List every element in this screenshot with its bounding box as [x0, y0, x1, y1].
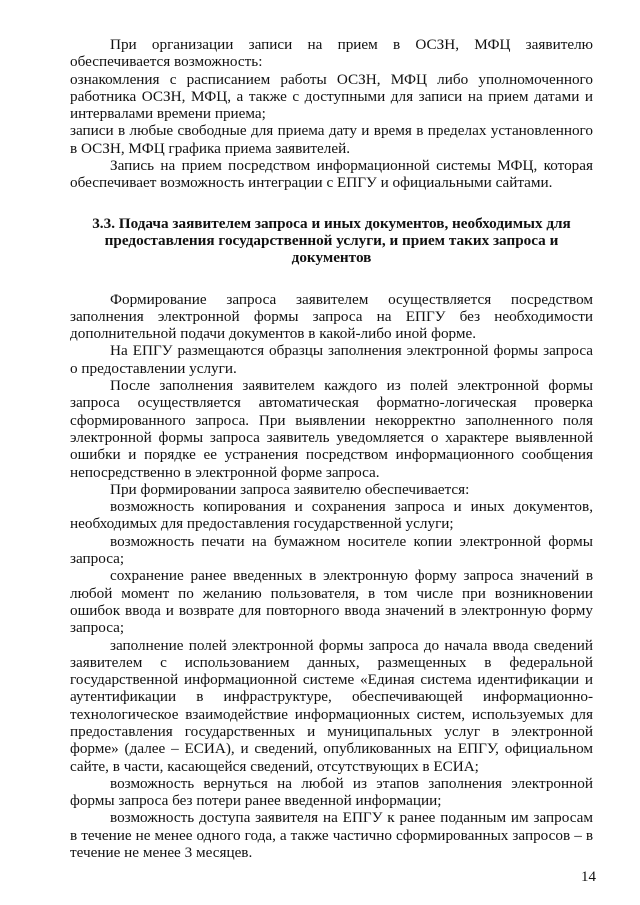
paragraph: заполнение полей электронной формы запроса до начала ввода сведений заявителем с использованием данных, размещенных в федеральной государственной информационной системе «Единая система идентификации и аутентификации в инфраструктуре, обеспечивающей информационно-технологическое взаимодействие информационных систем, используемых для предоставления государственных и муниципальных услуг в электронной форме» (далее – ЕСИА), и сведений, опубликованных на ЕПГУ, официальном сайте, в части, касающейся сведений, отсутствующих в ЕСИА;	[70, 636, 593, 775]
paragraph: возможность вернуться на любой из этапов заполнения электронной формы запроса без потери ранее введенной информации;	[70, 774, 593, 810]
paragraph: После заполнения заявителем каждого из полей электронной формы запроса осуществляется автоматическая форматно-логическая проверка сформированного запроса. При выявлении некорректно заполненного поля электронной формы запроса заявитель уведомляется о характере выявленной ошибки и порядке ее устранения посредством информационного сообщения непосредственно в электронной форме запроса.	[70, 377, 593, 481]
page-number: 14	[581, 869, 596, 885]
paragraph: ознакомления с расписанием работы ОСЗН, МФЦ либо уполномоченного работника ОСЗН, МФЦ, а также с доступными для записи на прием датами и интервалами времени приема;	[70, 70, 593, 123]
paragraph: На ЕПГУ размещаются образцы заполнения электронной формы запроса о предоставлении услуги.	[70, 342, 593, 377]
paragraph: При формировании запроса заявителю обеспечивается:	[110, 480, 470, 498]
paragraph: записи в любые свободные для приема дату и время в пределах установленного в ОСЗН, МФЦ графика приема заявителей.	[70, 122, 593, 157]
paragraph: Запись на прием посредством информационной системы МФЦ, которая обеспечивает возможность интеграции с ЕПГУ и официальными сайтами.	[70, 157, 593, 192]
paragraph: При организации записи на прием в ОСЗН, МФЦ заявителю обеспечивается возможность:	[70, 36, 593, 71]
paragraph: возможность копирования и сохранения запроса и иных документов, необходимых для предоставления государственной услуги;	[70, 498, 593, 533]
paragraph: возможность печати на бумажном носителе копии электронной формы запроса;	[70, 532, 593, 568]
paragraph: возможность доступа заявителя на ЕПГУ к ранее поданным им запросам в течение не менее одного года, а также частично сформированных запросов – в течение не менее 3 месяцев.	[70, 809, 593, 862]
document-page	[70, 36, 593, 861]
section-heading: 3.3. Подача заявителем запроса и иных документов, необходимых для предоставления государственной услуги, и прием таких запроса и документов	[92, 214, 571, 267]
paragraph: сохранение ранее введенных в электронную форму запроса значений в любой момент по желанию пользователя, в том числе при возникновении ошибок ввода и возврате для повторного ввода значений в электронную форму запроса;	[70, 567, 593, 637]
paragraph: Формирование запроса заявителем осуществляется посредством заполнения электронной формы запроса на ЕПГУ без необходимости дополнительной подачи документов в какой-либо иной форме.	[70, 290, 593, 343]
